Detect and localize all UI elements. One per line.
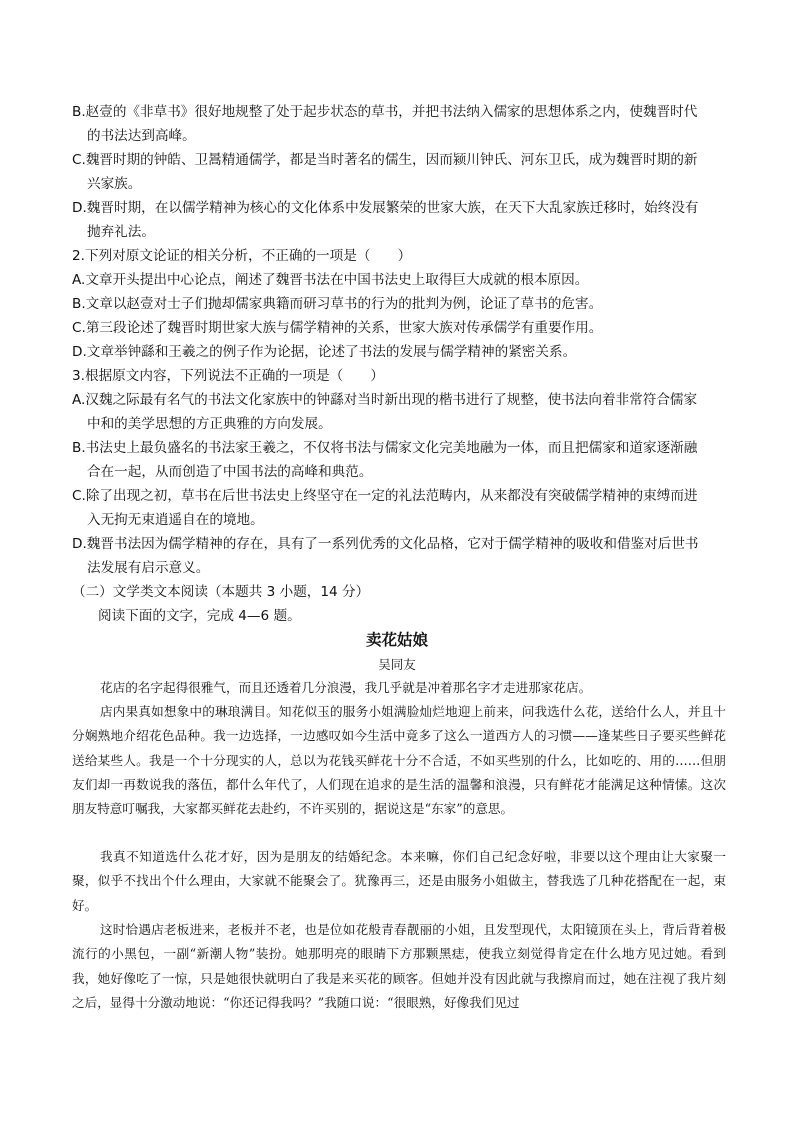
q3-option-c[interactable] [72,484,726,532]
story-paragraph-4: 这时恰遇店老板进来，老板并不老，也是位如花般青春靓丽的小姐，且发型现代，太阳镜顶在头上，背后背着极流行的小黑包，一副“新潮人物”装扮。她那明亮的眼睛下方那颗黑痣，使我立刻觉得肯定在什么地方见过她。看到我，她好像吃了一惊，只是她很快就明白了我是来买花的顾客。但她并没有因此就与我擦肩而过，她在注视了我片刻之后，显得十分激动地说：“你还记得我吗？”我随口说：“很眼熟，好像我们见过 [72,922,726,1010]
q3-stem: 3.根据原文内容，下列说法不正确的一项是（ ） [72,368,385,384]
q2-option-b[interactable]: B.文章以赵壹对士子们抛却儒家典籍而研习草书的行为的批判为例，论证了草书的危害。 [72,296,603,312]
q3-option-d[interactable] [72,532,726,580]
section-instruction: 阅读下面的文字，完成 4—6 题。 [98,608,301,624]
q3-option-d-line1: D.魏晋书法因为儒学精神的存在，具有了一系列优秀的文化品格，它对于儒学精神的吸收和借鉴对后世书 [72,536,699,552]
story-paragraph-2: 店内果真如想象中的琳琅满目。知花似玉的服务小姐满脸灿烂地迎上前来，问我选什么花，送给什么人，并且十分娴熟地介绍花色品种。我一边选择，一边感叹如今生活中竟多了这么一道西方人的习惯——逢某些日子要买些鲜花送给某些人。我是一个十分现实的人，总以为花钱买鲜花十分不合适，不如买些别的什么，比如吃的、用的……但朋友们却一再数说我的落伍，都什么年代了，人们现在追求的是生活的温馨和浪漫，只有鲜花才能满足这种情愫。这次朋友特意叮嘱我，大家都买鲜花去赴约，不许买别的，据说这是“东家”的意思。 [72,704,726,817]
q1-option-d[interactable] [72,196,726,244]
q3-option-a-line2: 中和的美学思想的方正典雅的方向发展。 [87,416,332,432]
q1-option-c[interactable] [72,148,726,196]
q1-option-d-line2: 抛弃礼法。 [87,224,155,240]
q3-option-a[interactable] [72,388,726,436]
story-author: 吴同友 [378,657,416,672]
q3-option-b-line1: B.书法史上最负盛名的书法家王羲之，不仅将书法与儒家文化完美地融为一体，而且把儒家和道家逐渐融 [72,440,698,456]
q2-option-c[interactable]: C.第三段论述了魏晋时期世家大族与儒学精神的关系，世家大族对传承儒学有重要作用。 [72,320,603,336]
q2-option-d[interactable]: D.文章举钟繇和王羲之的例子作为论据，论述了书法的发展与儒学精神的紧密关系。 [72,344,577,360]
q3-option-c-line1: C.除了出现之初，草书在后世书法史上终坚守在一定的礼法范畴内，从来都没有突破儒学精神的束缚而进 [72,488,698,504]
q3-option-b-line2: 合在一起，从而创造了中国书法的高峰和典范。 [87,464,373,480]
section-heading: （二）文学类文本阅读（本题共 3 小题，14 分） [72,584,370,600]
q1-option-b[interactable] [72,100,726,148]
q1-option-b-line2: 的书法达到高峰。 [87,128,196,144]
story-title: 卖花姑娘 [365,631,428,649]
story-paragraph-3: 我真不知道选什么花才好，因为是朋友的结婚纪念。本来嘛，你们自己纪念好啦，非要以这个理由让大家聚一聚，似乎不找出个什么理由，大家就不能聚会了。犹豫再三，还是由服务小姐做主，替我选了几种花搭配在一起，束好。 [72,849,726,913]
q3-option-a-line1: A.汉魏之际最有名气的书法文化家族中的钟繇对当时新出现的楷书进行了规整，使书法向着非常符合儒家 [72,392,698,408]
q2-option-a[interactable]: A.文章开头提出中心论点，阐述了魏晋书法在中国书法史上取得巨大成就的根本原因。 [72,272,589,288]
q1-option-c-line1: C.魏晋时期的钟皓、卫暠精通儒学，都是当时著名的儒生，因而颍川钟氏、河东卫氏，成为魏晋时期的新 [72,152,698,168]
q2-stem: 2.下列对原文论证的相关分析，不正确的一项是（ ） [72,248,412,264]
q1-option-c-line2: 兴家族。 [87,176,142,192]
story-paragraph-1: 花店的名字起得很雅气，而且还透着几分浪漫，我几乎就是冲着那名字才走进那家花店。 [100,680,592,695]
q3-option-d-line2: 法发展有启示意义。 [87,560,210,576]
q3-option-b[interactable] [72,436,726,484]
q3-option-c-line2: 入无拘无束逍遥自在的境地。 [87,512,264,528]
q1-option-d-line1: D.魏晋时期，在以儒学精神为核心的文化体系中发展繁荣的世家大族，在天下大乱家族迁移时，始终没有 [72,200,699,216]
q1-option-b-line1: B.赵壹的《非草书》很好地规整了处于起步状态的草书，并把书法纳入儒家的思想体系之内，使魏晋时代 [72,104,698,120]
